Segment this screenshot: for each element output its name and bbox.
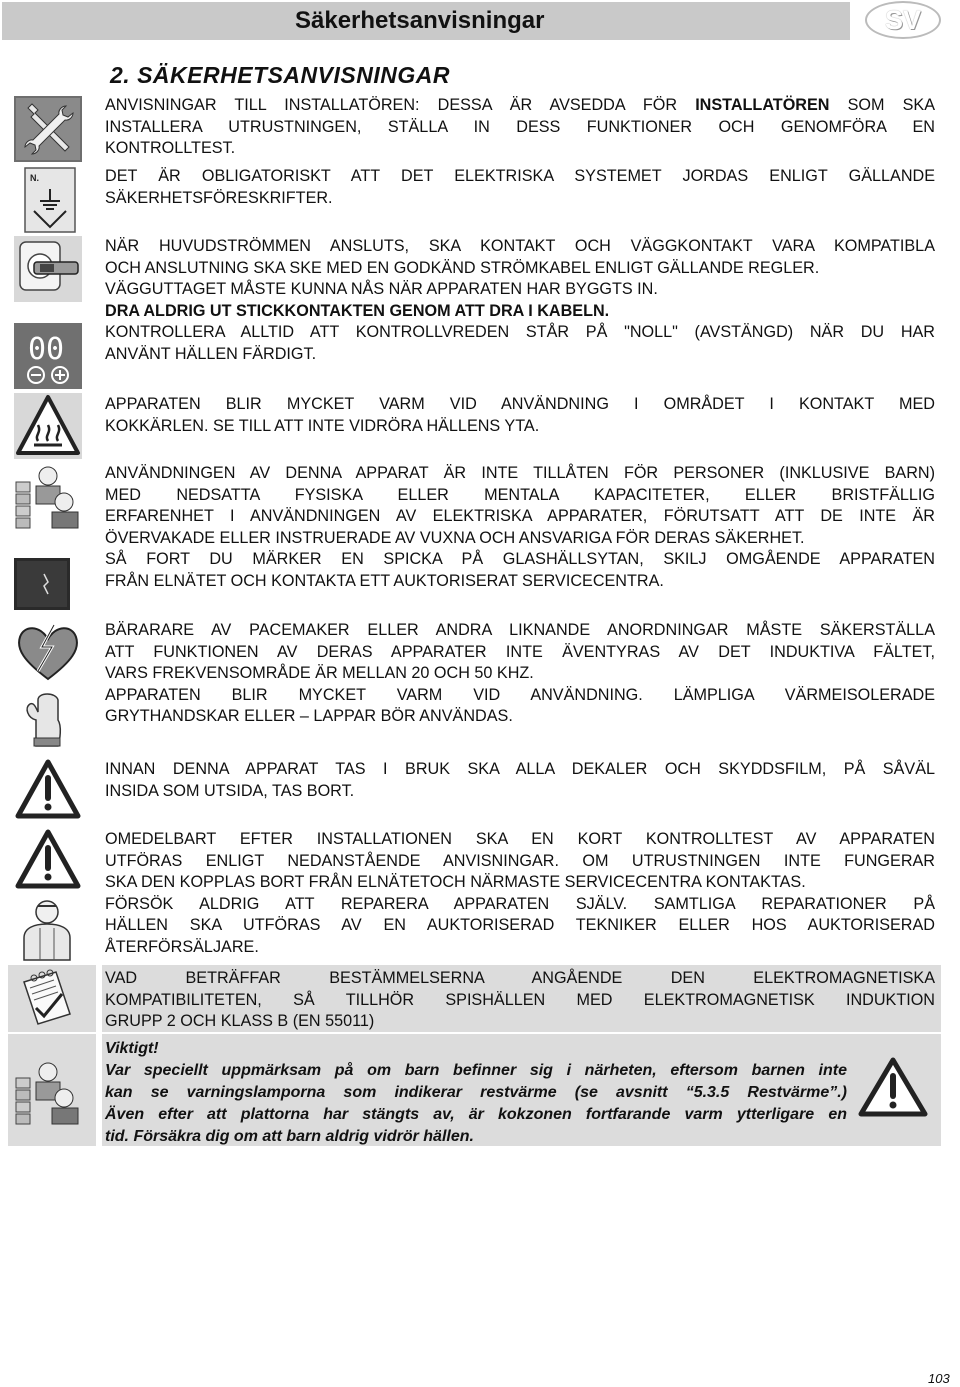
warning-triangle-icon (14, 758, 82, 822)
technician-icon (18, 898, 76, 962)
power-connection-paragraph: NÄR HUVUDSTRÖMMEN ANSLUTS, SKA KONTAKT OCH VÄGGKONTAKT VARA KOMPATIBLA OCH ANSLUTNING SKA SKE MED EN GODKÄND STRÖMKABEL ENLIGT GÄLLANDE REGLER. VÄGGUTTAGET MÅSTE KUNNA NÅS NÄR APPARATEN HAR BYGGTS IN. DRA ALDRIG UT STICKKONTAKTEN GENOM ATT DRA I KABELN. KONTROLLERA ALLTID ATT KONTROLLVREDEN STÅR PÅ "NOLL" (AVSTÄNGD) NÄR DU HAR ANVÄNT HÄLLEN FÄRDIGT. (105, 237, 935, 363)
display-plus-minus-icon (14, 323, 82, 389)
warning-triangle-icon-3 (857, 1056, 929, 1120)
header-title: Säkerhetsanvisningar (295, 7, 545, 34)
user-restrictions-paragraph: ANVÄNDNINGEN AV DENNA APPARAT ÄR INTE TILLÅTEN FÖR PERSONER (INKLUSIVE BARN) MED NEDSATTA FYSISKA ELLER MENTALA KAPACITETER, ELLER BRISTFÄLLIG ERFARENHET I ANVÄNDNINGEN AV ELEKTRISKA APPARATER, FÖRUTSATT ATT DE INTE ÄR ÖVERVAKADE ELLER INSTRUERADE AV VUXNA OCH ANSVARIGA FÖR DERAS SÄKERHET. SÅ FORT DU MÄRKER EN SPICKA PÅ GLASHÄLLSYTAN, SKILJ OMGÅENDE APPARATEN FRÅN ELNÄTET OCH KONTAKTA ETT AUKTORISERAT SERVICECENTRA. (105, 464, 935, 590)
emc-paragraph: VAD BETRÄFFAR BESTÄMMELSERNA ANGÅENDE DEN ELEKTROMAGNETISKA KOMPATIBILITETEN, SÅ TILLHÖR SPISHÄLLEN MED ELEKTROMAGNETISK INDUKTION GRUPP 2 OCH KLASS B (EN 55011) (105, 969, 935, 1030)
ground-symbol-icon (24, 167, 76, 233)
ground-label: N. (30, 173, 39, 183)
hot-surface-warning-icon (14, 393, 82, 459)
oven-glove-icon (22, 690, 72, 748)
language-badge: SV (865, 1, 941, 39)
children-icon-2 (14, 1058, 82, 1128)
document-check-icon (14, 968, 82, 1030)
section-title: 2. SÄKERHETSANVISNINGAR (110, 62, 450, 88)
display-digits: 00 (28, 332, 65, 367)
control-test-paragraph: OMEDELBART EFTER INSTALLATIONEN SKA EN KORT KONTROLLTEST AV APPARATEN UTFÖRAS ENLIGT NEDANSTÅENDE ANVISNINGAR. OM UTRUSTNINGEN INTE FUNGERAR SKA DEN KOPPLAS BORT FRÅN ELNÄTETOCH NÄRMASTE SERVICECENTRA KONTAKTAS. FÖRSÖK ALDRIG ATT REPARERA APPARATEN SJÄLV. SAMTLIGA REPARATIONER PÅ HÄLLEN SKA UTFÖRAS AV EN AUKTORISERAD TEKNIKER ELLER HOS AUKTORISERAD ÅTERFÖRSÄLJARE. (105, 830, 935, 956)
wrench-screwdriver-icon (14, 96, 82, 162)
page-number: 103 (928, 1371, 950, 1386)
cracked-glass-icon (14, 558, 70, 610)
warning-box-text: Viktigt! Var speciellt uppmärksam på om barn befinner sig i närheten, eftersom barnen inte kan se varningslamporna som indikerar restvärme (se avsnitt “5.3.5 Restvärme”.) Även efter att plattorna har stängts av, är kokzonen fortfarande varm ytterligare en tid. Försäkra dig om att barn aldrig vidrör hällen. (105, 1040, 847, 1145)
warning-heading: Viktigt! (105, 1040, 159, 1057)
plug-socket-icon (14, 236, 82, 302)
pacemaker-paragraph: BÄRARARE AV PACEMAKER ELLER ANDRA LIKNANDE ANORDNINGAR MÅSTE SÄKERSTÄLLA ATT FUNKTIONEN AV DERAS APPARATER INTE ÄVENTYRAS AV DET INDUKTIVA FÄLTET, VARS FREKVENSOMRÅDE ÄR MELLAN 20 OCH 50 KHZ. APPARATEN BLIR MYCKET VARM VID ANVÄNDNING. LÄMPLIGA VÄRMEISOLERADE GRYTHANDSKAR ELLER – LAPPAR BÖR ANVÄNDAS. (105, 621, 935, 725)
warning-triangle-icon-2 (14, 828, 82, 892)
children-icon (14, 462, 82, 532)
hot-surface-paragraph: APPARATEN BLIR MYCKET VARM VID ANVÄNDNING I OMRÅDET I KONTAKT MED KOKKÄRLEN. SE TILL ATT INTE VIDRÖRA HÄLLENS YTA. (105, 395, 935, 435)
page-header (2, 2, 850, 40)
heart-lightning-icon (14, 619, 82, 685)
labels-removal-paragraph: INNAN DENNA APPARAT TAS I BRUK SKA ALLA DEKALER OCH SKYDDSFILM, PÅ SÅVÄL INSIDA SOM UTSIDA, TAS BORT. (105, 760, 935, 800)
grounding-paragraph: DET ÄR OBLIGATORISKT ATT DET ELEKTRISKA SYSTEMET JORDAS ENLIGT GÄLLANDE SÄKERHETSFÖRESKRIFTER. (105, 167, 935, 207)
installer-instructions: ANVISNINGAR TILL INSTALLATÖREN: DESSA ÄR AVSEDDA FÖR INSTALLATÖREN SOM SKA INSTALLERA UTRUSTNINGEN, STÄLLA IN DESS FUNKTIONER OCH GENOMFÖRA EN KONTROLLTEST. (105, 96, 935, 157)
